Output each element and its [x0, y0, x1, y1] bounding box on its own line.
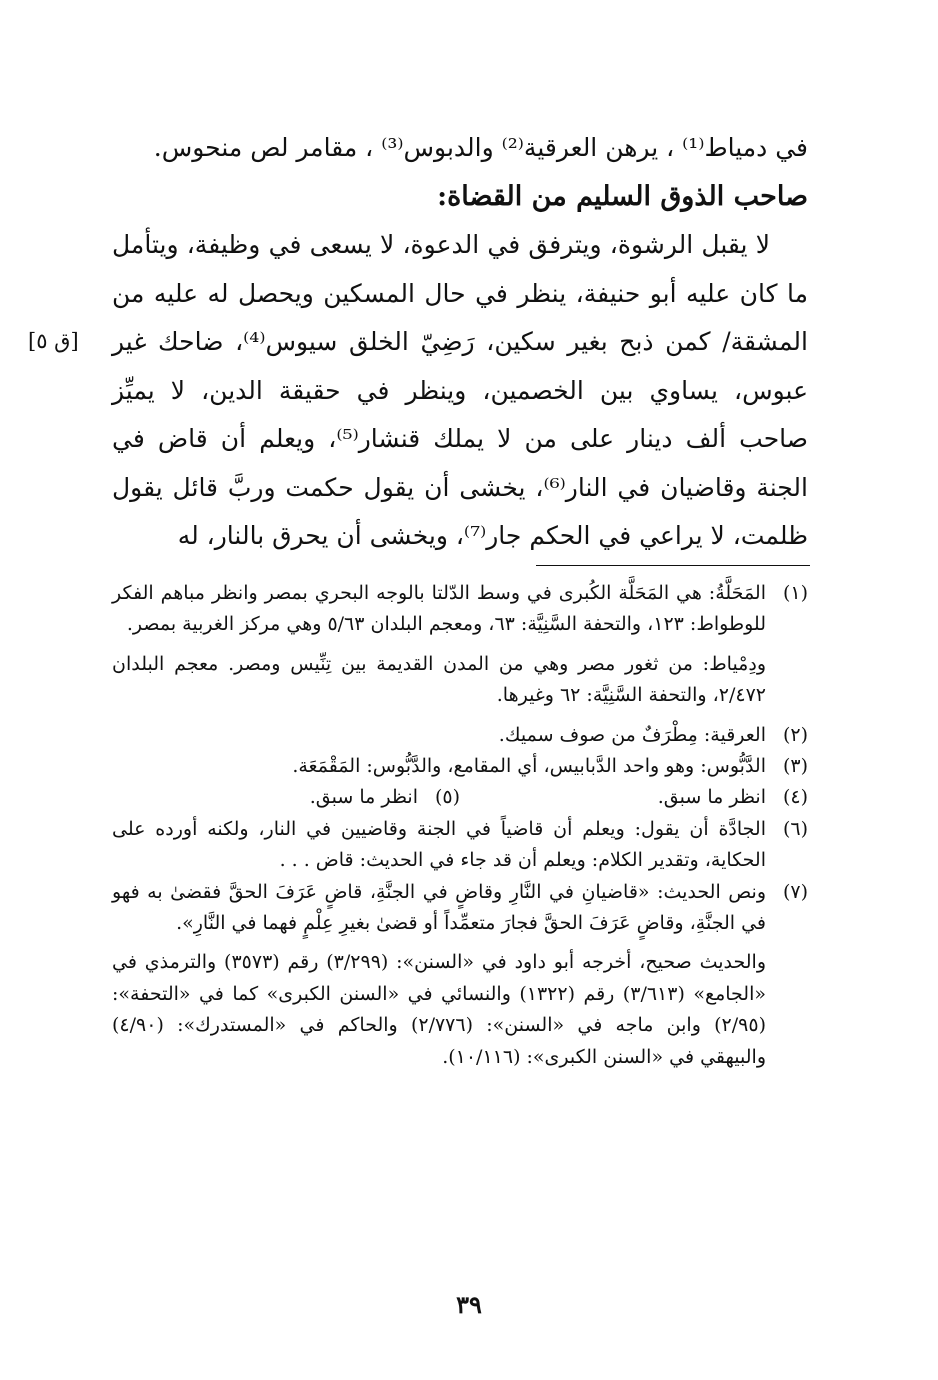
footnote-number: (٣) [782, 755, 808, 778]
footnote-1-continuation: ودِمْياط: من ثغور مصر وهي من المدن القديمة بين تِنِّيس ومصر. معجم البلدان ٢/٤٧٢، والتحفة السَّنِيَّة: ٦٢ وغيرها. [112, 652, 766, 707]
footnote-5 [112, 782, 460, 813]
footnotes-4-5 [112, 782, 808, 813]
footnote-separator [536, 565, 810, 566]
footnote-text: الجادَّة أن يقول: ويعلم أن قاضياً في الجنة وقاضيين في النار، ولكنه أورده على الحكاية، وتقدير الكلام: ويعلم أن قد جاء في الحديث: قاض . . . [112, 817, 766, 872]
footnote-3 [112, 751, 808, 782]
footnote-text: انظر ما سبق. [657, 786, 766, 809]
footnote-7-continuation: والحديث صحيح، أخرجه أبو داود في «السنن»: (٣/٢٩٩) رقم (٣٥٧٣) والترمذي في «الجامع» (٣/٦١٣) رقم (١٣٢٢) والنسائي في «السنن الكبرى» كما في «التحفة»: (٢/٩٥) وابن ماجه في «السنن»: (٢/٧٧٦) والحاكم في «المستدرك»: (٤/٩٠) والبيهقي في «السنن الكبرى»: (١٠/١١٦). [112, 951, 766, 1068]
footnote-text: الدَّبُّوس: وهو واحد الدَّبابيس، أي المقامع، والدَّبُّوس: المَقْمَعَة. [292, 755, 766, 778]
page-number: ٣٩ [456, 1290, 482, 1319]
footnote-number: (٢) [782, 723, 808, 746]
footnote-7 [112, 877, 808, 940]
footnote-number: (٦) [782, 817, 808, 840]
footnotes [112, 578, 808, 1073]
footnote-text: ونص الحديث: «قاضيانِ في النَّارِ وقاضٍ في الجنَّةِ، قاضٍ عَرَفَ الحقَّ فقضىٰ به فهو في الجنَّةِ، وقاضٍ عَرَفَ الحقَّ فجارَ متعمِّداً أو قضىٰ بغيرِ عِلْمٍ فهما في النَّارِ». [112, 880, 766, 935]
footnote-text: العرقية: مِطْرَفٌ من صوف سميك. [498, 723, 766, 746]
footnote-6 [112, 814, 808, 877]
footnote-2 [112, 720, 808, 751]
main-line-1: في دمياط⁽¹⁾ ، يرهن العرقية⁽²⁾ والدبوس⁽³⁾ ، مقامر لص منحوس. [153, 133, 808, 162]
section-heading: صاحب الذوق السليم من القضاة: [437, 180, 808, 212]
main-paragraph: لا يقبل الرشوة، ويترفق في الدعوة، لا يسعى في وظيفة، ويتأمل ما كان عليه أبو حنيفة، ينظر في حال المسكين ويحصل له عليه من المشقة/ كمن ذبح بغير سكين، رَضِيّ الخلق سيوس⁽⁴⁾، ضاحك غير عبوس، يساوي بين الخصمين، وينظر في حقيقة الدين، لا يميِّز صاحب ألف دينار على من لا يملك قنشار⁽⁵⁾، ويعلم أن قاض في الجنة وقاضيان في النار⁽⁶⁾، يخشى أن يقول حكمت وربَّ قائل يقول ظلمت، لا يراعي في الحكم جار⁽⁷⁾، ويخشى أن يحرق بالنار، له [112, 230, 809, 550]
footnote-text: المَحَلَّةُ: هي المَحَلَّة الكُبرى في وسط الدّلتا بالوجه البحري بمصر وانظر مباهم الفكر للوطواط: ١٢٣، والتحفة السَّنِيَّة: ٦٣، ومعجم البلدان ٥/٦٣ وهي مركز الغربية بمصر. [112, 582, 766, 636]
footnote-number: (٧) [782, 880, 808, 903]
manuscript-folio-marker: [ق ٥] [28, 329, 79, 353]
footnote-number: (٥) [434, 786, 460, 809]
footnote-text: انظر ما سبق. [309, 786, 418, 809]
footnote-1 [112, 578, 808, 641]
footnote-number: (١) [782, 582, 808, 604]
footnote-number: (٤) [782, 786, 808, 809]
main-text [112, 124, 808, 561]
footnote-4 [460, 782, 808, 813]
